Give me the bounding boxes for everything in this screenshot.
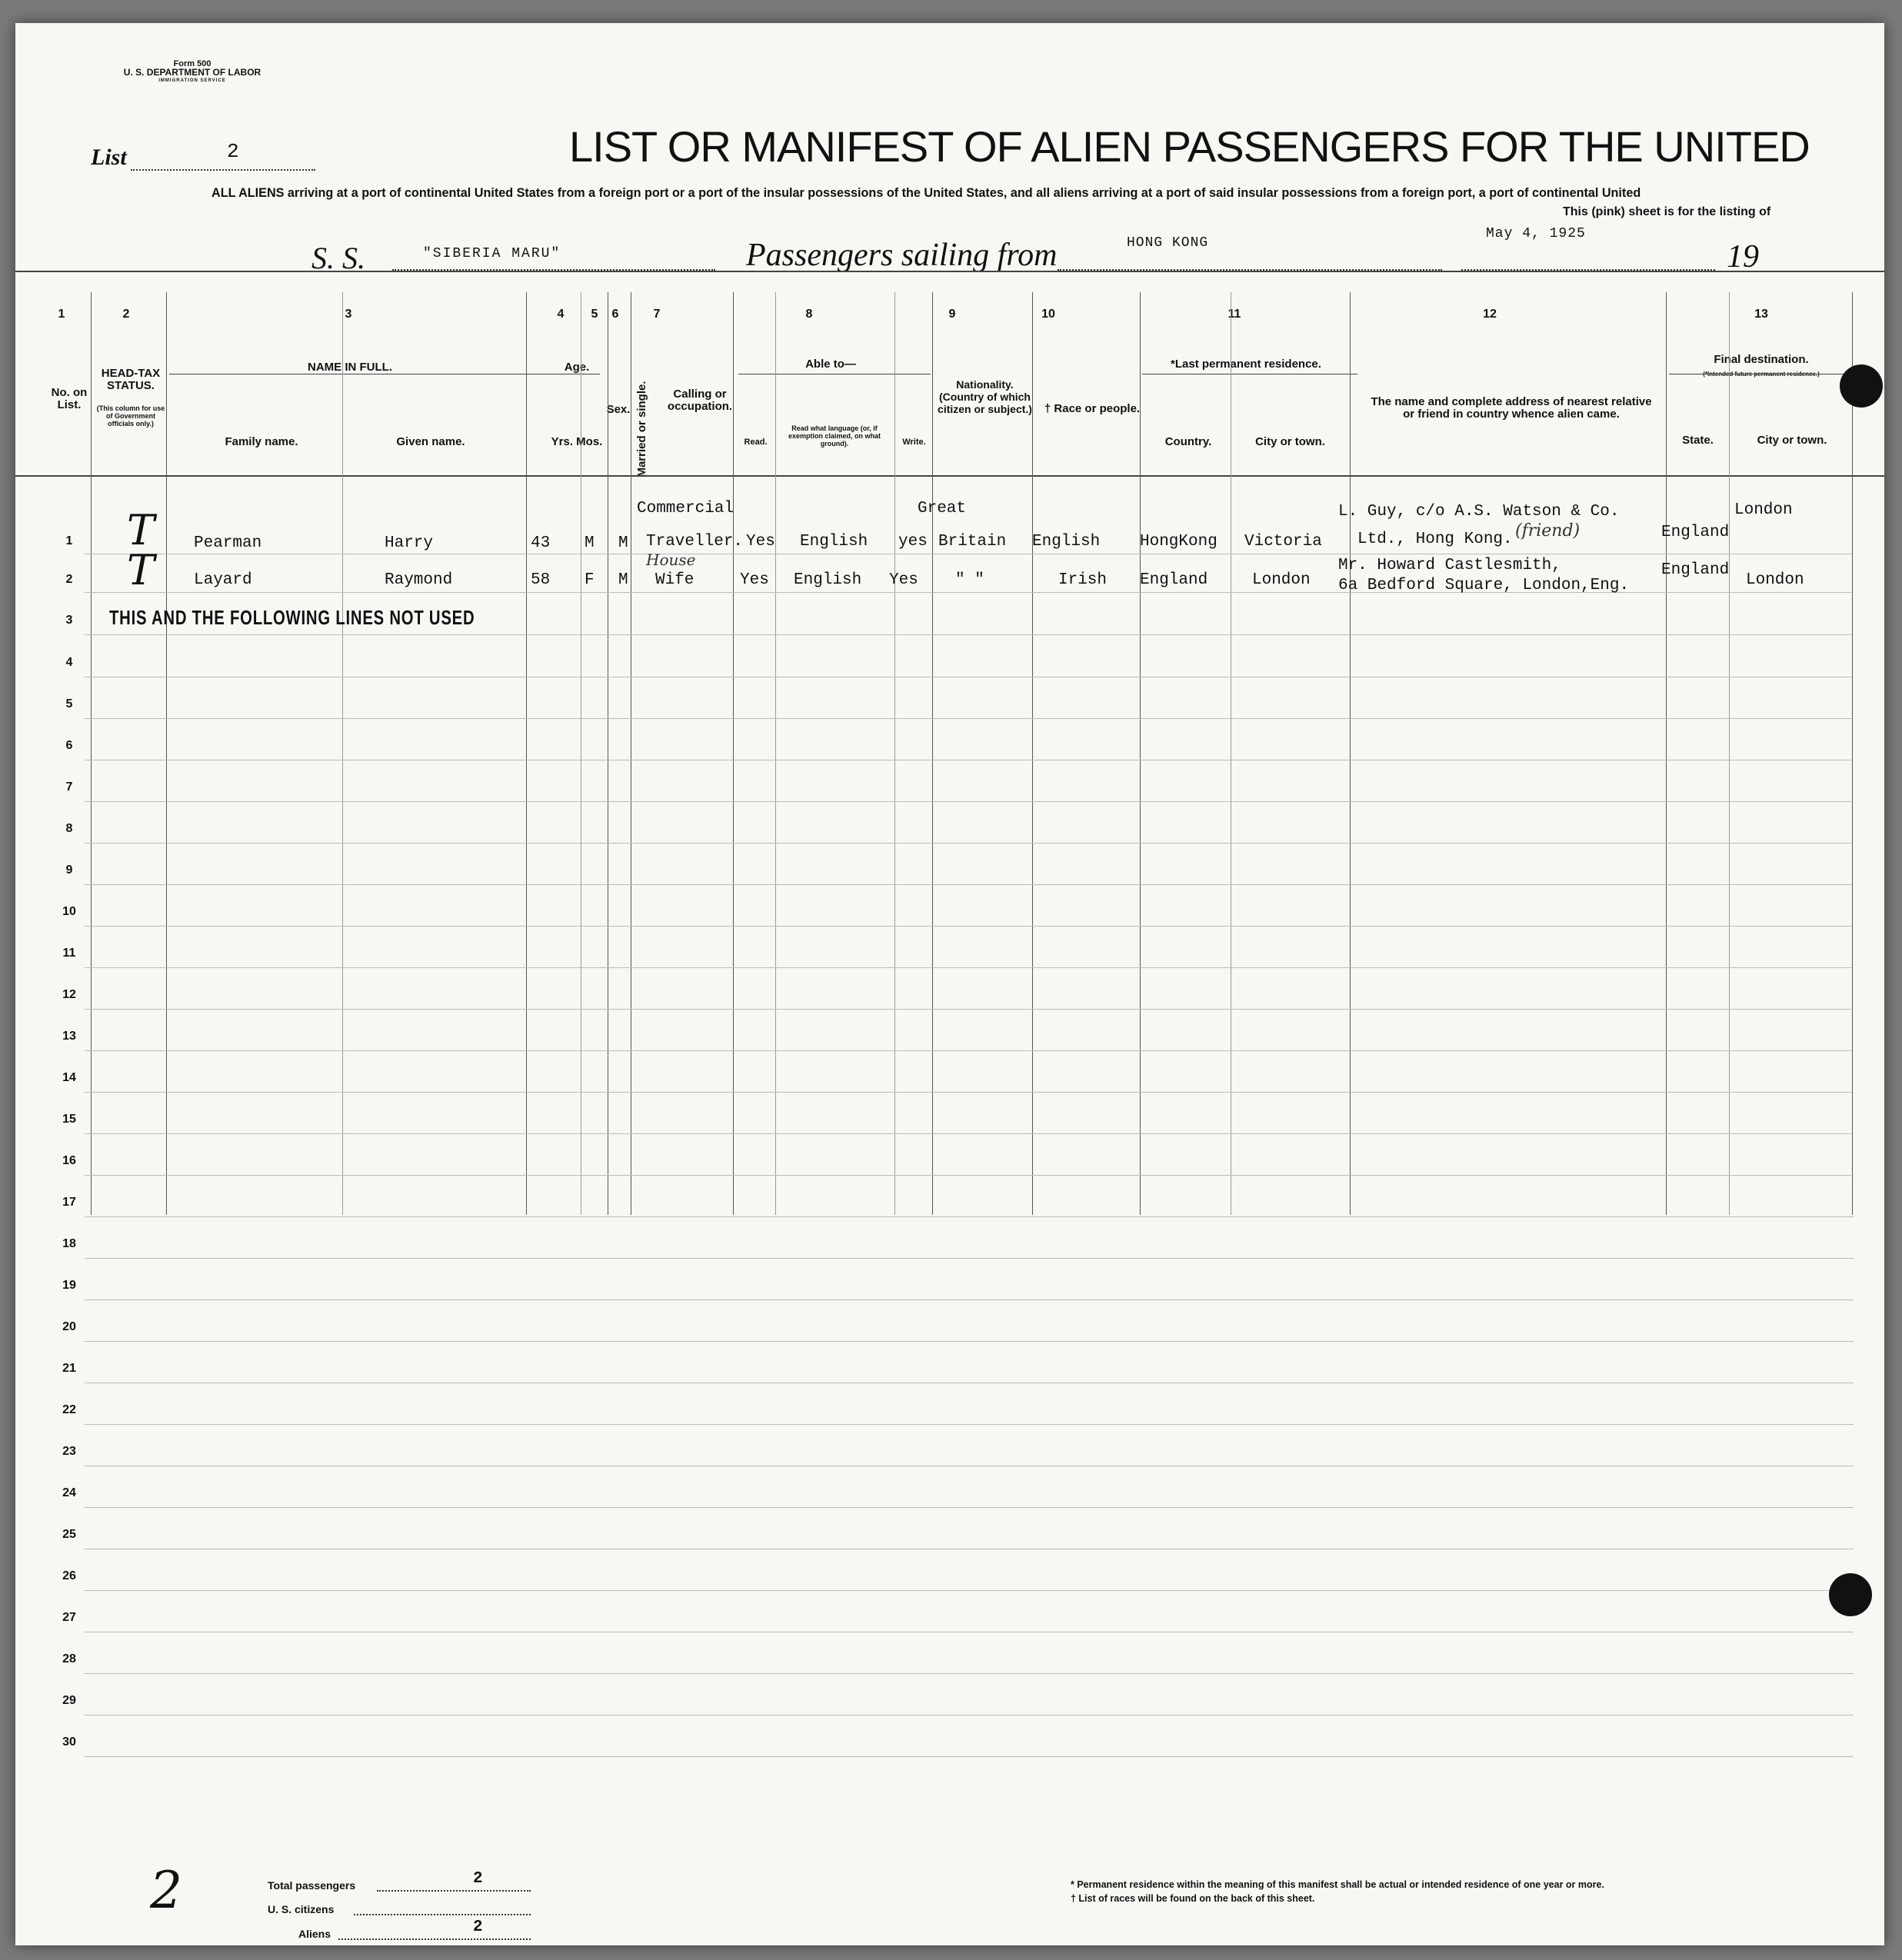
total-underline — [377, 1890, 531, 1892]
row-line — [85, 1216, 1854, 1217]
total-passengers-value: 2 — [473, 1870, 483, 1888]
intro-text-2: This (pink) sheet is for the listing of — [1563, 205, 1771, 218]
head-tax-note: (This column for use of Government officials only.) — [96, 404, 165, 428]
list-underline — [131, 169, 315, 171]
grid-line — [932, 292, 933, 1215]
line-number: 27 — [62, 1611, 76, 1624]
nationality-header: Nationality. (Country of which citizen or subject.) — [938, 378, 1032, 415]
aliens-label: Aliens — [298, 1928, 331, 1940]
nationality: " " — [955, 571, 984, 589]
handwritten-total: 2 — [150, 1861, 182, 1920]
can-read: Yes — [746, 533, 775, 551]
calling: Wife — [655, 571, 695, 589]
form-line: Form 500 — [173, 59, 212, 68]
line-number: 2 — [65, 573, 73, 586]
family-name: Layard — [194, 571, 252, 589]
can-read: Yes — [740, 571, 769, 589]
col-number: 13 — [1754, 308, 1768, 321]
language: English — [794, 571, 862, 589]
row-line — [85, 1258, 1854, 1259]
grid-line — [1666, 292, 1667, 1215]
manifest-page — [15, 23, 1884, 1945]
nationality-top: Great — [918, 500, 967, 517]
row-line — [85, 1299, 1854, 1300]
grid-line — [894, 292, 895, 1215]
relative-note: (friend) — [1515, 521, 1581, 541]
list-label: List — [91, 145, 127, 170]
destination-city-header: City or town. — [1757, 434, 1827, 447]
family-name: Pearman — [194, 534, 262, 552]
relative-address-2: 6a Bedford Square, London,Eng. — [1338, 577, 1630, 594]
line-number: 16 — [62, 1154, 76, 1167]
marital-status: M — [618, 571, 628, 589]
head-tax-mark: T — [127, 506, 155, 554]
sex: F — [585, 571, 595, 589]
punch-hole — [1840, 364, 1883, 408]
header-rule — [15, 271, 1884, 272]
destination-state: England — [1661, 561, 1730, 579]
row-line — [85, 926, 1854, 927]
able-to-header: Able to— — [805, 358, 856, 371]
residence-city: London — [1252, 571, 1311, 589]
no-on-list-header: No. on List. — [51, 386, 88, 411]
unused-lines-stamp: THIS AND THE FOLLOWING LINES NOT USED — [109, 606, 475, 629]
row-line — [85, 1175, 1854, 1176]
line-number: 4 — [65, 656, 73, 669]
final-destination-header: Final destination. — [1714, 353, 1809, 366]
service-line: IMMIGRATION SERVICE — [158, 78, 226, 83]
line-number: 30 — [62, 1735, 76, 1749]
row-line — [85, 1050, 1854, 1051]
relative-address: Mr. Howard Castlesmith, — [1338, 557, 1561, 574]
line-number: 29 — [62, 1694, 76, 1707]
us-underline — [354, 1914, 531, 1915]
row-line — [85, 843, 1854, 844]
form-number — [92, 60, 292, 85]
given-name-header: Given name. — [396, 435, 465, 448]
row-line — [85, 1424, 1854, 1425]
grid-line — [166, 292, 167, 1215]
state-header: State. — [1682, 434, 1714, 447]
can-write: yes — [898, 533, 928, 551]
relative-address: L. Guy, c/o A.S. Watson & Co. — [1338, 503, 1620, 521]
row-line — [85, 1133, 1854, 1134]
row-line — [85, 1092, 1854, 1093]
line-number: 19 — [62, 1279, 76, 1292]
grid-line — [1852, 292, 1853, 1215]
grid-line — [1729, 292, 1730, 1215]
final-destination-note: (*Intended future permanent residence.) — [1703, 371, 1820, 378]
marital-status: M — [618, 534, 628, 552]
ss-label: S. S. — [311, 241, 365, 275]
line-number: 20 — [62, 1320, 76, 1333]
line-number: 18 — [62, 1237, 76, 1250]
line-number: 11 — [62, 947, 76, 960]
year-label: 19 — [1727, 239, 1759, 275]
line-number: 1 — [65, 534, 73, 547]
row-line — [85, 1673, 1854, 1674]
row-line — [85, 1009, 1854, 1010]
grid-line — [1350, 292, 1351, 1215]
row-line — [85, 801, 1854, 802]
line-number: 9 — [65, 864, 73, 877]
residence-city: Victoria — [1244, 533, 1322, 551]
family-name-header: Family name. — [225, 435, 298, 448]
departure-date: May 4, 1925 — [1486, 226, 1586, 241]
col-number: 3 — [345, 308, 352, 321]
ship-name: "SIBERIA MARU" — [423, 246, 561, 261]
department-line: U. S. DEPARTMENT OF LABOR — [123, 67, 261, 78]
col-number: 1 — [58, 308, 65, 321]
nationality: Britain — [938, 533, 1007, 551]
col-number: 6 — [611, 308, 619, 321]
us-citizens-label: U. S. citizens — [268, 1903, 335, 1915]
line-number: 12 — [62, 988, 76, 1001]
line-number: 26 — [62, 1569, 76, 1582]
grid-line — [733, 292, 734, 1215]
name-in-full-header: NAME IN FULL. — [308, 361, 392, 374]
departure-port: HONG KONG — [1127, 235, 1209, 251]
row-line — [85, 1590, 1854, 1591]
given-name: Harry — [385, 534, 434, 552]
language: English — [800, 533, 868, 551]
line-number: 21 — [62, 1362, 76, 1375]
line-number: 17 — [62, 1196, 76, 1209]
header-bottom-rule — [15, 475, 1884, 477]
calling-top: Commercial — [637, 500, 734, 517]
race: English — [1032, 533, 1101, 551]
row-line — [85, 718, 1854, 719]
row-line — [85, 1507, 1854, 1508]
footnote-residence: * Permanent residence within the meaning of this manifest shall be actual or intended residence of one year or more. — [1071, 1879, 1604, 1890]
line-number: 13 — [62, 1030, 76, 1043]
head-tax-header: HEAD-TAX STATUS. — [101, 367, 161, 392]
sex-header: Sex. — [606, 403, 631, 416]
residence-country: HongKong — [1140, 533, 1217, 551]
footnote-races: † List of races will be found on the back of this sheet. — [1071, 1893, 1315, 1904]
line-number: 25 — [62, 1528, 76, 1541]
row-line — [85, 884, 1854, 885]
grid-line — [342, 292, 343, 1215]
line-number: 14 — [62, 1071, 76, 1084]
last-residence-header: *Last permanent residence. — [1171, 358, 1321, 371]
line-number: 6 — [65, 739, 73, 752]
col-number: 4 — [557, 308, 565, 321]
line-number: 3 — [65, 614, 73, 627]
calling-note: House — [646, 551, 696, 569]
read-header: Read. — [744, 438, 768, 447]
age-header: Age. — [564, 361, 590, 374]
given-name: Raymond — [385, 571, 453, 589]
line-number: 8 — [65, 822, 73, 835]
col-number: 12 — [1483, 308, 1497, 321]
line-number: 15 — [62, 1113, 76, 1126]
grid-line — [1032, 292, 1033, 1215]
line-number: 5 — [65, 697, 73, 710]
col-number: 8 — [805, 308, 813, 321]
line-number: 24 — [62, 1486, 76, 1499]
row-line — [85, 1756, 1854, 1757]
age: 58 — [531, 571, 551, 589]
sex: M — [585, 534, 595, 552]
head-tax-mark: T — [127, 546, 155, 594]
residence-country: England — [1140, 571, 1208, 589]
read-language-header: Read what language (or, if exemption claimed, on what ground). — [788, 424, 881, 448]
grid-line — [775, 292, 776, 1215]
intro-text: ALL ALIENS arriving at a port of continental United States from a foreign port or a port of the insular possessions of the United States, and all aliens arriving at a port of said insular possessions from a foreign port, a port of continental United — [212, 186, 1641, 200]
list-number: 2 — [227, 140, 239, 163]
col-number: 11 — [1227, 308, 1241, 321]
write-header: Write. — [902, 438, 926, 447]
aliens-value: 2 — [473, 1918, 483, 1936]
col-number: 5 — [591, 308, 598, 321]
sailing-label: Passengers sailing from — [746, 238, 1058, 273]
race: Irish — [1058, 571, 1108, 589]
city-header: City or town. — [1255, 435, 1325, 448]
calling-header: Calling or occupation. — [667, 388, 733, 413]
married-header: Married or single. — [635, 381, 648, 478]
country-header: Country. — [1164, 435, 1212, 448]
line-number: 28 — [62, 1652, 76, 1666]
calling: Traveller. — [646, 533, 744, 551]
total-passengers-label: Total passengers — [268, 1879, 356, 1892]
yrs-mos-header: Yrs. Mos. — [551, 435, 603, 448]
col-number: 7 — [653, 308, 661, 321]
row-line — [85, 1341, 1854, 1342]
can-write: Yes — [889, 571, 918, 589]
aliens-underline — [338, 1938, 531, 1940]
destination-city: London — [1734, 501, 1793, 519]
col-number: 10 — [1041, 308, 1055, 321]
punch-hole — [1829, 1573, 1872, 1616]
row-line — [85, 634, 1854, 635]
relative-header: The name and complete address of nearest relative or friend in country whence alien came. — [1371, 395, 1652, 421]
destination-city: London — [1746, 571, 1804, 589]
page-title: LIST OR MANIFEST OF ALIEN PASSENGERS FOR THE UNITED — [569, 122, 1810, 171]
destination-state: England — [1661, 524, 1730, 541]
race-header: † Race or people. — [1044, 402, 1141, 415]
col-number: 9 — [948, 308, 956, 321]
line-number: 22 — [62, 1403, 76, 1416]
grid-line — [1140, 292, 1141, 1215]
age: 43 — [531, 534, 551, 552]
line-number: 10 — [62, 905, 76, 918]
grid-line — [526, 292, 527, 1215]
row-line — [85, 967, 1854, 968]
col-number: 2 — [122, 308, 130, 321]
line-number: 23 — [62, 1445, 76, 1458]
line-number: 7 — [65, 780, 73, 794]
relative-address-2: Ltd., Hong Kong. — [1357, 531, 1513, 548]
